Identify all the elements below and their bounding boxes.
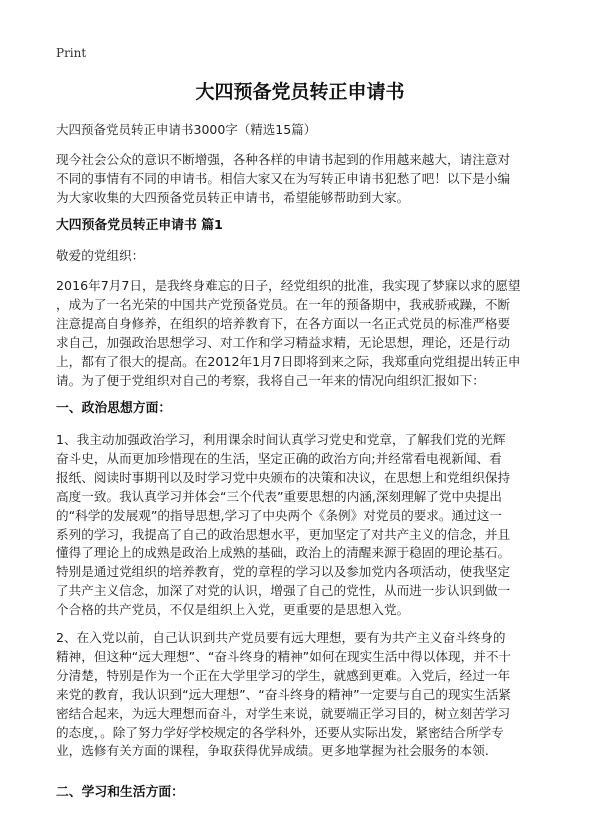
text-line: 了共产主义信念，加深了对党的认识，增强了自己的党性，从而进一步认识到做一: [56, 583, 511, 599]
text-line: 系列的学习，我提高了自己的政治思想水平，更加坚定了对共产主义的信念，并且: [56, 526, 511, 542]
text-line: 现今社会公众的意识不断增强，各种各样的申请书起到的作用越来越大，请注意对: [56, 152, 511, 167]
text-line: 报纸、阅读时事期刊以及时学习党中央颁布的决策和决议，在思想上和党组织保持: [56, 469, 511, 485]
section-heading-study-life: 二、学习和生活方面：: [56, 785, 184, 800]
text-line: 特别是通过党组织的培养教育，党的章程的学习以及参加党内各项活动，使我坚定: [56, 564, 511, 580]
text-line: 奋斗史，从而更加珍惜现在的生活，坚定正确的政治方向;并经常看电视新闻、看: [56, 450, 502, 466]
intro-paragraph: [56, 151, 556, 208]
document-subtitle: 大四预备党员转正申请书3000字（精选15篇）: [56, 122, 317, 137]
text-line: 懂得了理论上的成熟是政治上成熟的基础，政治上的清醒来源于稳固的理论基石。: [56, 545, 511, 561]
paragraph-2: [56, 431, 556, 620]
text-line: 请。为了便于党组织对自己的考察，我将自己一年来的情况向组织汇报如下：: [56, 372, 485, 388]
text-line: 业，选修有关方面的课程，争取获得优异成绩。更多地掌握为社会服务的本领.: [56, 743, 489, 759]
text-line: 2016年7月7日，是我终身难忘的日子，经党组织的批准，我实现了梦寐以求的愿望: [56, 278, 521, 293]
text-line: 2、在入党以前，自己认识到共产党员要有远大理想，要有为共产主义奋斗终身的: [56, 630, 506, 645]
article-heading: 大四预备党员转正申请书 篇1: [56, 218, 223, 233]
text-line: 不同的事情有不同的申请书。相信大家又在为写转正申请书犯愁了吧！以下是小编: [56, 170, 511, 186]
text-line: 个合格的共产党员，不仅是组织上入党，更重要的是思想入党。: [56, 602, 410, 618]
text-line: 上，都有了很大的提高。在2012年1月7日即将到来之际，我郑重向党组提出转正申: [56, 353, 521, 369]
text-line: 来党的教育，我认识到“远大理想”、“奋斗终身的精神”一定要与自己的现实生活紧: [56, 686, 512, 702]
text-line: 求自己，加强政治思想学习、对工作和学习精益求精，无论思想，理论，还是行动: [56, 334, 511, 350]
page-title: 大四预备党员转正申请书: [195, 81, 405, 103]
text-line: 1、我主动加强政治学习，利用课余时间认真学习党史和党章，了解我们党的光辉: [56, 432, 506, 447]
text-line: 的“科学的发展观”的指导思想,学习了中央两个《条例》对党员的要求。通过这一: [56, 507, 502, 523]
text-line: 密结合起来，为远大理想而奋斗，对学生来说，就要端正学习目的，树立刻苦学习: [56, 705, 511, 721]
salutation: [56, 247, 556, 266]
paragraph-3: [56, 629, 556, 761]
print-link[interactable]: Print: [56, 46, 87, 60]
text-line: ，成为了一名光荣的中国共产党预备党员。在一年的预备期中，我戒骄戒躁，不断: [56, 296, 511, 312]
text-line: 敬爱的党组织：: [56, 248, 145, 263]
text-line: 为大家收集的大四预备党员转正申请书，希望能够帮助到大家。: [56, 189, 410, 205]
text-line: 高度一致。我认真学习并体会“三个代表”重要思想的内涵,深刻理解了党中央提出: [56, 488, 502, 504]
text-line: 的态度，。除了努力学好学校规定的各学科外，还要从实际出发，紧密结合所学专: [56, 724, 504, 740]
text-line: 分清楚，特别是作为一个正在大学里学习的学生，就感到更难。入党后，经过一年: [56, 667, 511, 683]
text-line: 精神，但这种“远大理想”、“奋斗终身的精神”如何在现实生活中得以体现，并不十: [56, 648, 512, 664]
paragraph-1: [56, 277, 556, 390]
text-line: 注意提高自身修养，在组织的培养教育下，在各方面以一名正式党员的标准严格要: [56, 315, 511, 331]
section-heading-politics: 一、政治思想方面：: [56, 401, 172, 416]
